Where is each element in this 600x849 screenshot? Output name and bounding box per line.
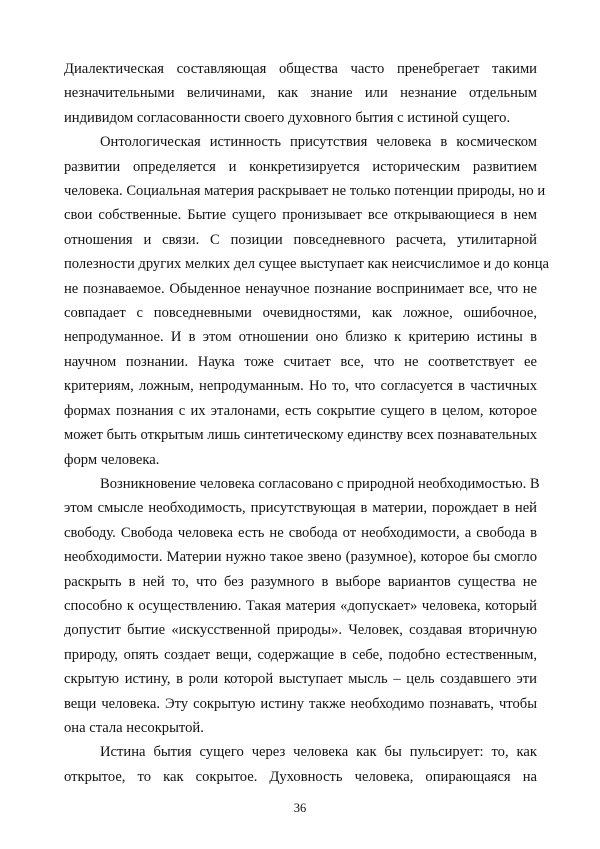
text-line: незначительными величинами, как знание или незнание отдельным <box>64 85 537 102</box>
text-line: допустит бытие «искусственной природы». Человек, создавая вторичную <box>64 622 537 639</box>
text-line: отношения и связи. С позиции повседневного расчета, утилитарной <box>64 231 537 248</box>
text-line: вещи человека. Эту сокрытую истину также необходимо познавать, чтобы <box>64 695 537 712</box>
body-text <box>64 57 550 789</box>
text-line: полезности других мелких дел сущее выступает как неисчислимое и до конца <box>64 256 550 273</box>
text-line: форм человека. <box>64 451 160 468</box>
text-line: скрытую истину, в роли которой выступает мысль – цель создавшего эти <box>64 671 537 688</box>
text-line: свободу. Свобода человека есть не свобода от необходимости, а свобода в <box>64 524 537 541</box>
paragraph <box>64 57 537 130</box>
text-line: свои собственные. Бытие сущего пронизывает все открывающиеся в нем <box>64 207 537 224</box>
text-line: индивидом согласованности своего духовного бытия с истиной сущего. <box>64 109 511 126</box>
text-line: критериям, ложным, непродуманным. Но то, что согласуется в частичных <box>64 378 537 395</box>
text-line: она стала несокрытой. <box>64 719 204 736</box>
page-number: 36 <box>293 801 307 815</box>
text-line: Возникновение человека согласовано с природной необходимостью. В <box>100 475 540 492</box>
text-line: раскрыть в ней то, что без разумного в выборе вариантов существа не <box>64 573 537 590</box>
text-line: непродуманное. И в этом отношении оно близко к критерию истины в <box>64 329 537 346</box>
text-line: научном познании. Наука тоже считает все, что не соответствует ее <box>64 353 537 370</box>
text-line: может быть открытым лишь синтетическому единству всех познавательных <box>64 427 538 444</box>
text-line: природу, опять создает вещи, содержащие в себе, подобно естественным, <box>64 646 537 663</box>
text-line: необходимости. Материи нужно такое звено (разумное), которое бы смогло <box>64 549 537 566</box>
paragraph <box>64 472 540 740</box>
text-line: этом смысле необходимость, присутствующая в материи, порождает в ней <box>64 500 537 517</box>
text-line: человека. Социальная материя раскрывает не только потенции природы, но и <box>64 183 546 200</box>
text-line: способно к осуществлению. Такая материя «допускает» человека, который <box>64 597 537 614</box>
text-line: Онтологическая истинность присутствия человека в космическом <box>100 134 537 151</box>
text-line: открытое, то как сокрытое. Духовность человека, опирающаяся на <box>64 768 537 785</box>
text-line: не познаваемое. Обыденное ненаучное познание воспринимает все, что не <box>64 280 537 297</box>
paragraph <box>64 130 550 472</box>
text-line: Диалектическая составляющая общества часто пренебрегает такими <box>64 61 537 77</box>
paragraph <box>64 740 537 789</box>
text-line: развитии определяется и конкретизируется историческим развитием <box>64 158 537 175</box>
text-line: совпадает с повседневными очевидностями, как ложное, ошибочное, <box>64 305 537 322</box>
text-line: формах познания с их эталонами, есть сокрытие сущего в целом, которое <box>64 402 537 419</box>
text-line: Истина бытия сущего через человека как бы пульсирует: то, как <box>100 744 537 761</box>
